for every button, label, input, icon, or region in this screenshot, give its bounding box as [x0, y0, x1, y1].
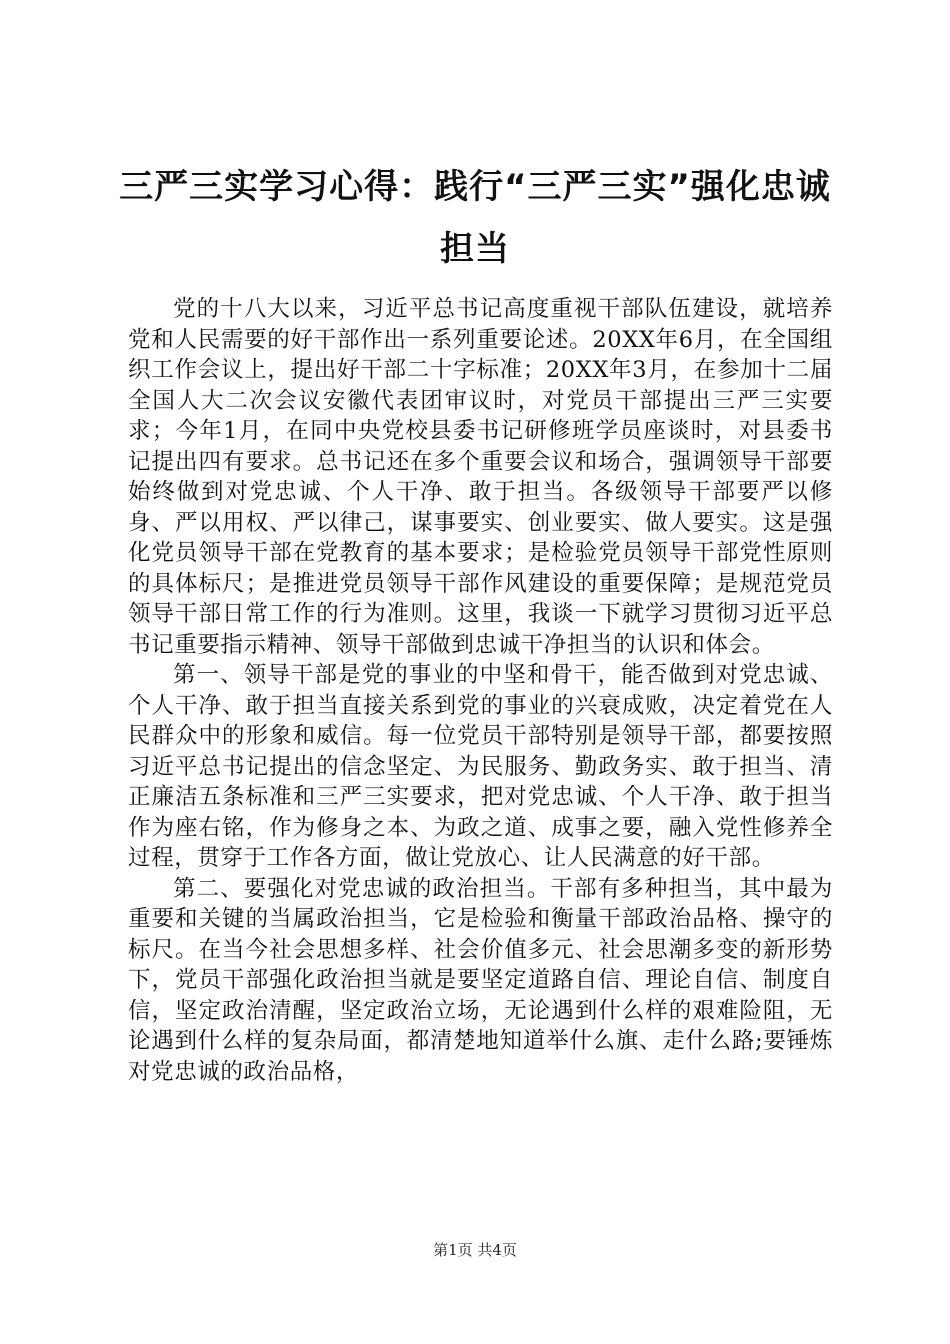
page-footer: 第1页 共4页 — [433, 1241, 517, 1259]
document-body — [128, 294, 833, 1087]
document-title: 三严三实学习心得：践行“三严三实”强化忠诚担当 — [119, 167, 831, 269]
paragraph-first-point: 第一、领导干部是党的事业的中坚和骨干，能否做到对党忠诚、个人干净、敢于担当直接关系到党的事业的兴衰成败，决定着党在人民群众中的形象和威信。每一位党员干部特别是领导干部，都要按照习近平总书记提出的信念坚定、为民服务、勤政务实、敢于担当、清正廉洁五条标准和三严三实要求，把对党忠诚、个人干净、敢于担当作为座右铭，作为修身之本、为政之道、成事之要，融入党性修养全过程，贯穿于工作各方面，做让党放心、让人民满意的好干部。 — [128, 662, 833, 871]
paragraph-intro: 党的十八大以来，习近平总书记高度重视干部队伍建设，就培养党和人民需要的好干部作出一系列重要论述。20XX年6月，在全国组织工作会议上，提出好干部二十字标准；20XX年3月，在参加十二届全国人大二次会议安徽代表团审议时，对党员干部提出三严三实要求；今年1月，在同中央党校县委书记研修班学员座谈时，对县委书记提出四有要求。总书记还在多个重要会议和场合，强调领导干部要始终做到对党忠诚、个人干净、敢于担当。各级领导干部要严以修身、严以用权、严以律己，谋事要实、创业要实、做人要实。这是强化党员领导干部在党教育的基本要求；是检验党员领导干部党性原则的具体标尺；是推进党员领导干部作风建设的重要保障；是规范党员领导干部日常工作的行为准则。这里，我谈一下就学习贯彻习近平总书记重要指示精神、领导干部做到忠诚干净担当的认识和体会。 — [128, 296, 833, 658]
paragraph-second-point: 第二、要强化对党忠诚的政治担当。干部有多种担当，其中最为重要和关键的当属政治担当，它是检验和衡量干部政治品格、操守的标尺。在当今社会思想多样、社会价值多元、社会思潮多变的新形势下，党员干部强化政治担当就是要坚定道路自信、理论自信、制度自信，坚定政治清醒，坚定政治立场，无论遇到什么样的艰难险阻，无论遇到什么样的复杂局面，都清楚地知道举什么旗、走什么路;要锤炼对党忠诚的政治品格， — [128, 875, 833, 1085]
